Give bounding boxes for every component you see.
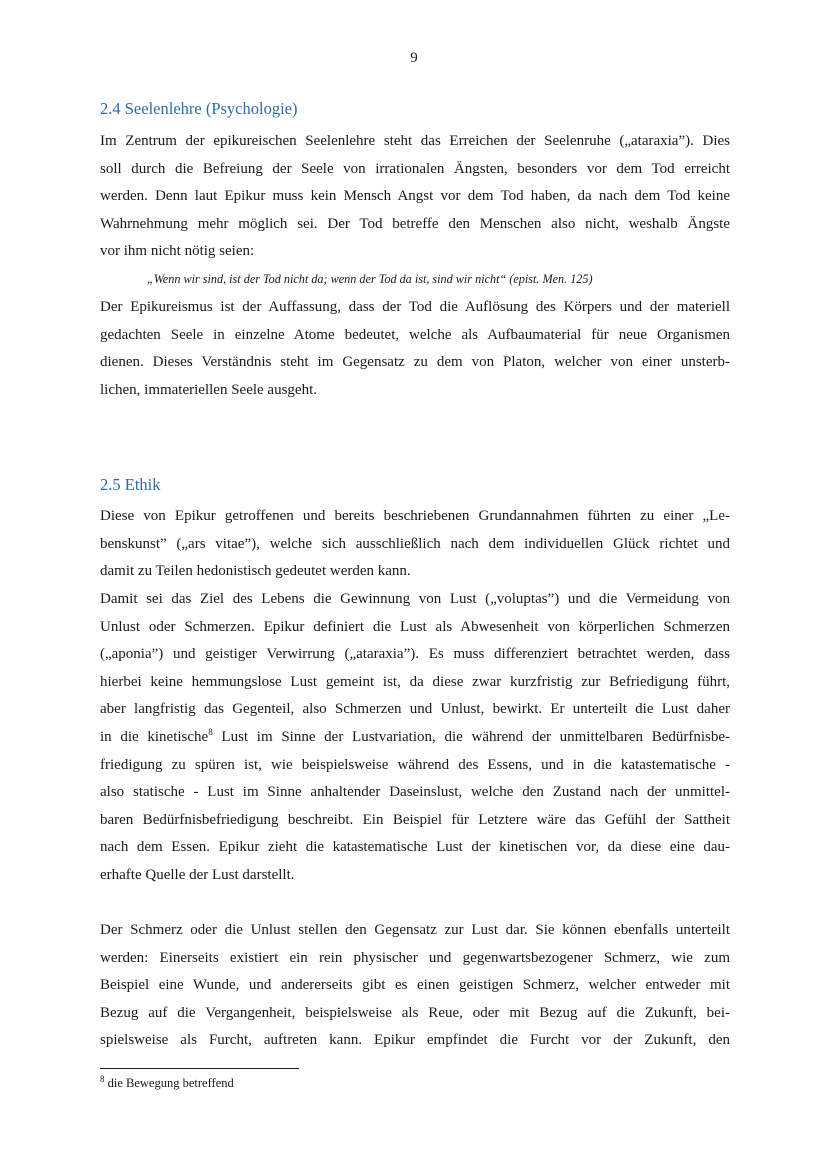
text-line: spielsweise als Furcht, auftreten kann. Epikur empfindet die Furcht vor der Zukunft, den [100,1032,730,1049]
text-line: also statische - Lust im Sinne anhaltender Daseinslust, welche den Zustand nach der unmittel- [100,784,730,801]
text-line: Wahrnehmung mehr möglich sei. Der Tod betreffe den Menschen also nicht, weshalb Ängste [100,215,730,232]
text-line: benskunst” („ars vitae”), welche sich ausschließlich nach dem individuellen Glück richtet und [100,535,730,552]
text-line: werden. Denn laut Epikur muss kein Mensch Angst vor dem Tod haben, da nach dem Tod keine [100,188,730,205]
text-line: Unlust oder Schmerzen. Epikur definiert die Lust als Abwesenheit von körperlichen Schmerzen [100,618,730,635]
paragraph-ethics-intro [100,503,730,586]
text-line: Der Schmerz oder die Unlust stellen den Gegensatz zur Lust dar. Sie können ebenfalls unterteilt [100,922,730,938]
text-line: Damit sei das Ziel des Lebens die Gewinnung von Lust („voluptas”) und die Vermeidung von [100,591,730,607]
section-heading-ethics: 2.5 Ethik [100,475,161,494]
page-number: 9 [410,50,418,66]
text-fragment: in die kinetische [100,728,209,745]
block-quote: „Wenn wir sind, ist der Tod nicht da; wenn der Tod da ist, sind wir nicht“ (epist. Men. 125) [147,272,593,286]
text-line: hierbei keine hemmungslose Lust gemeint ist, da diese zwar kurzfristig zur Befriedigung führt, [100,673,730,690]
text-line: dienen. Dieses Verständnis steht im Gegensatz zu dem von Platon, welcher von einer unsterb- [100,354,730,371]
text-line: nach dem Essen. Epikur zieht die katastematische Lust der kinetischen vor, da diese eine dau- [100,839,730,856]
text-line: Im Zentrum der epikureischen Seelenlehre steht das Erreichen der Seelenruhe („ataraxia”). Dies [100,133,730,149]
text-line: erhafte Quelle der Lust darstellt. [100,866,295,883]
text-line: lichen, immateriellen Seele ausgeht. [100,381,318,398]
paragraph-ethics-pain [100,917,730,1055]
text-line: soll durch die Befreiung der Seele von irrationalen Ängsten, besonders vor dem Tod erreicht [100,160,730,177]
footnote-divider [100,1068,299,1069]
paragraph-psychology-body [100,294,730,404]
section-heading-psychology: 2.4 Seelenlehre (Psychologie) [100,99,298,118]
footnote-reference[interactable]: 8 [208,726,213,737]
text-line: Der Epikureismus ist der Auffassung, dass der Tod die Auflösung des Körpers und der materiell [100,299,730,315]
text-line: gedachten Seele in einzelne Atome bedeutet, welche als Aufbaumaterial für neue Organismen [100,326,730,343]
footnote-number: 8 [100,1073,105,1084]
text-line: vor ihm nicht nötig seien: [100,243,255,260]
text-line: werden: Einerseits existiert ein rein physischer und gegenwartsbezogener Schmerz, wie zum [100,949,730,966]
footnote [100,1073,234,1091]
paragraph-ethics-lust [100,586,730,890]
text-line: Diese von Epikur getroffenen und bereits beschriebenen Grundannahmen führten zu einer „Le- [100,508,730,524]
text-fragment: Lust im Sinne der Lustvariation, die während der unmittelbaren Bedürfnisbe- [212,728,731,745]
text-line: („aponia”) und geistiger Verwirrung („ataraxia”). Es muss differenziert betrachtet werden, dass [100,646,730,663]
text-line-with-footnote [100,724,730,752]
text-line: damit zu Teilen hedonistisch gedeutet werden kann. [100,563,411,580]
text-line: Bezug auf die Vergangenheit, beispielsweise als Reue, oder mit Bezug auf die Zukunft, bei- [100,1004,730,1021]
text-line: aber langfristig das Gegenteil, also Schmerzen und Unlust, bewirkt. Er unterteilt die Lust daher [100,701,730,718]
paragraph-psychology-intro [100,128,730,266]
text-line: Beispiel eine Wunde, und andererseits gibt es einen geistigen Schmerz, welcher entweder mit [100,977,730,994]
text-line: baren Bedürfnisbefriedigung beschreibt. Ein Beispiel für Letztere wäre das Gefühl der Sattheit [100,811,730,828]
text-line: friedigung zu spüren ist, wie beispielsweise während des Essens, und in die katastematische - [100,756,730,773]
footnote-text: die Bewegung betreffend [104,1076,234,1090]
